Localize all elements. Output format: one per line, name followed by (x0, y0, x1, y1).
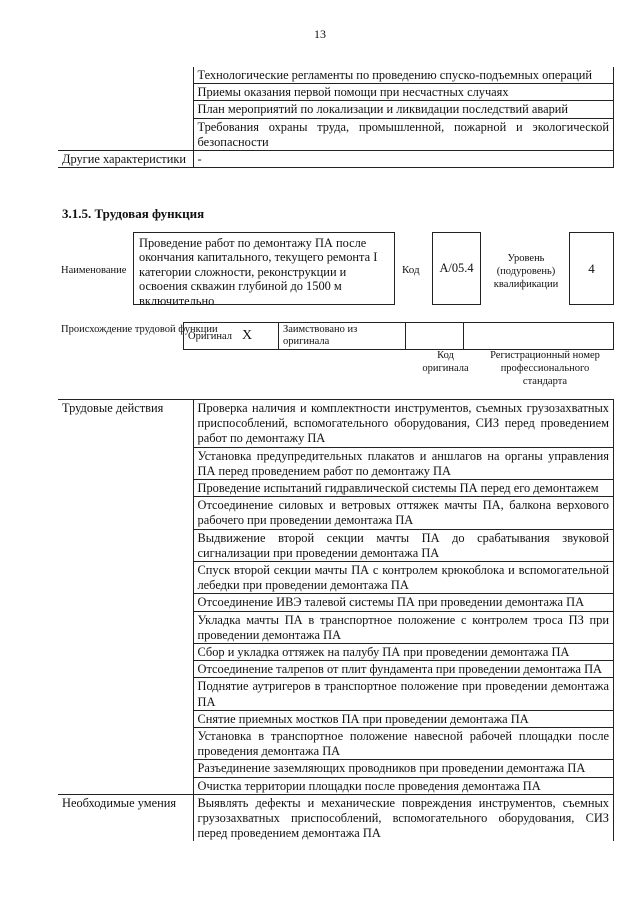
labor-action-item: Проверка наличия и комплектности инструментов, съемных грузозахватных приспособлений, вспомогательного оборудования, СИЗ перед проведением работ по демонтажу ПА (193, 400, 614, 448)
reg-number-cell (464, 323, 614, 350)
labor-action-item: Установка предупредительных плакатов и аншлагов на органы управления ПА перед проведением работ по демонтажу ПА (193, 447, 614, 479)
code-original-cell (406, 323, 464, 350)
original-cell (184, 323, 279, 350)
knowledge-continuation-table (58, 67, 614, 168)
labor-action-item: Отсоединение ИВЭ талевой системы ПА при проведении демонтажа ПА (193, 594, 614, 611)
table-row (58, 67, 614, 84)
row-value: Технологические регламенты по проведению спуско-подъемных операций (193, 67, 614, 84)
row-label (58, 118, 193, 150)
table-row (58, 794, 614, 841)
labor-action-item: Разъединение заземляющих проводников при проведении демонтажа ПА (193, 760, 614, 777)
other-characteristics-label: Другие характеристики (58, 151, 193, 168)
labor-action-item: Поднятие аутригеров в транспортное положение при проведении демонтажа ПА (193, 678, 614, 710)
labor-action-item: Снятие приемных мостков ПА при проведении демонтажа ПА (193, 710, 614, 727)
qualification-level-box: 4 (569, 232, 614, 305)
labor-action-item: Установка в транспортное положение навесной рабочей площадки после проведения демонтажа ПА (193, 728, 614, 760)
origin-table (183, 322, 614, 350)
row-label (58, 67, 193, 84)
other-characteristics-value: - (193, 151, 614, 168)
original-label: Оригинал (188, 330, 232, 342)
section-title: 3.1.5. Трудовая функция (62, 206, 205, 221)
qualification-level-label: Уровень (подуровень) квалификации (493, 253, 559, 290)
row-value: Требования охраны труда, промышленной, пожарной и экологической безопасности (193, 118, 614, 150)
row-label (58, 101, 193, 118)
row-label (58, 84, 193, 101)
labor-action-item: Сбор и укладка оттяжек на палубу ПА при проведении демонтажа ПА (193, 644, 614, 661)
table-row (58, 151, 614, 168)
reg-number-caption: Регистрационный номер профессионального стандарта (490, 350, 600, 387)
labor-action-item: Выдвижение второй секции мачты ПА до срабатывания звуковой сигнализации при проведении демонтажа ПА (193, 529, 614, 561)
function-code-box: А/05.4 (432, 232, 481, 305)
labor-action-item: Укладка мачты ПА в транспортное положение с контролем троса ПЗ при проведении демонтажа ПА (193, 611, 614, 643)
original-mark: X (242, 327, 253, 343)
skill-group-label: Необходимые умения (58, 794, 193, 841)
table-row (58, 400, 614, 448)
labor-action-group-label: Трудовые действия (58, 400, 193, 795)
labor-action-item: Спуск второй секции мачты ПА с контролем крюкоблока и вспомогательной лебедки при проведении демонтажа ПА (193, 562, 614, 594)
labor-function-table (58, 399, 614, 841)
code-label: Код (402, 264, 420, 276)
labor-action-item: Отсоединение талрепов от плит фундамента при проведении демонтажа ПА (193, 661, 614, 678)
table-row (58, 101, 614, 118)
page-number: 13 (314, 27, 326, 41)
labor-action-item: Очистка территории площадки после проведения демонтажа ПА (193, 777, 614, 794)
origin-label: Происхождение трудовой функции (61, 324, 218, 335)
name-label: Наименование (61, 265, 127, 276)
labor-action-item: Отсоединение силовых и ветровых оттяжек мачты ПА, балкона верхового рабочего при проведении демонтажа ПА (193, 497, 614, 529)
code-original-caption: Код оригинала (422, 350, 469, 374)
labor-action-item: Проведение испытаний гидравлической системы ПА перед его демонтажем (193, 480, 614, 497)
skill-item: Выявлять дефекты и механические повреждения инструментов, съемных грузозахватных приспособлений, вспомогательного оборудования, СИЗ перед проведением демонтажа ПА (193, 794, 614, 841)
table-row (58, 118, 614, 150)
borrowed-label: Заимствовано из оригинала (279, 323, 406, 350)
function-name-box: Проведение работ по демонтажу ПА после окончания капитального, текущего ремонта I категории сложности, реконструкции и освоения скважин глубиной до 1500 м включительно (133, 232, 395, 305)
row-value: План мероприятий по локализации и ликвидации последствий аварий (193, 101, 614, 118)
table-row (58, 84, 614, 101)
row-value: Приемы оказания первой помощи при несчастных случаях (193, 84, 614, 101)
